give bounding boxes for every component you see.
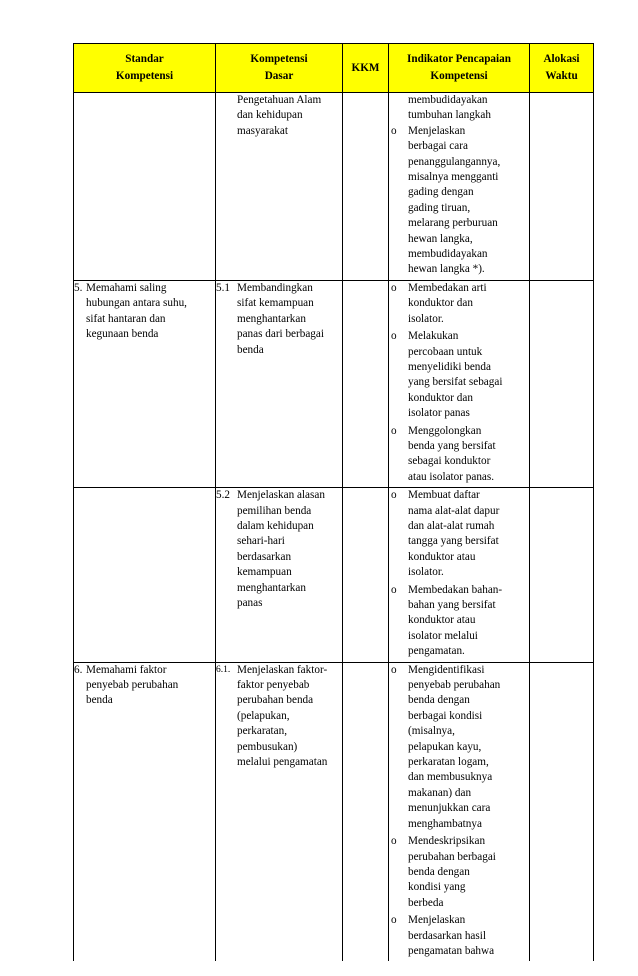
sk-line: Memahami faktor	[86, 663, 167, 676]
sk-text	[86, 281, 215, 343]
indicator-line: isolator melalui	[408, 629, 478, 642]
indicator-line: (misalnya,	[408, 725, 455, 738]
table-row	[74, 280, 594, 487]
sk-number: 6.	[74, 663, 83, 676]
indicator-item	[389, 913, 529, 959]
header-line: Kompetensi	[115, 70, 174, 82]
indicator-line: Menggolongkan	[408, 424, 482, 437]
indicator-line: percobaan untuk	[408, 345, 483, 358]
header-line: Kompetensi	[430, 70, 488, 82]
indicator-line: konduktor dan	[408, 391, 473, 404]
kkm-cell	[343, 662, 389, 961]
alokasi-waktu-cell	[530, 93, 594, 281]
indicator-text	[408, 424, 529, 486]
header-indikator	[389, 44, 530, 93]
kd-number: 5.2	[216, 489, 230, 502]
header-kompetensi-dasar	[216, 44, 343, 93]
kd-line: berdasarkan	[237, 550, 292, 563]
indicator-line: gading dengan	[408, 186, 474, 199]
indicator-line: melarang perburuan	[408, 217, 498, 230]
indicator-line: Menjelaskan	[408, 914, 466, 927]
sk-line: benda	[86, 694, 113, 707]
kkm-cell	[343, 488, 389, 662]
indicator-line: Membuat daftar	[408, 489, 480, 502]
indikator-cell	[389, 488, 530, 662]
indicator-item	[389, 281, 529, 327]
indicator-item	[389, 583, 529, 660]
indicator-item	[389, 488, 529, 580]
standar-kompetensi-cell	[74, 280, 216, 487]
kd-line: dan kehidupan	[237, 109, 303, 122]
indicator-text	[408, 583, 529, 660]
table-row	[74, 93, 594, 281]
kd-line: benda	[237, 343, 264, 356]
table-row	[74, 488, 594, 662]
indicator-text	[408, 488, 529, 580]
header-line: Alokasi	[543, 53, 580, 65]
standar-kompetensi-cell	[74, 488, 216, 662]
bullet-icon: o	[391, 489, 397, 502]
kompetensi-dasar-cell	[216, 488, 343, 662]
kd-number: 6.1.	[216, 664, 231, 675]
indicator-line: konduktor atau	[408, 614, 476, 627]
kd-line: Pengetahuan Alam	[237, 94, 322, 106]
indicator-line: membudidayakan	[408, 248, 488, 261]
indicator-line: konduktor dan	[408, 297, 473, 310]
sk-line: sifat hantaran dan	[86, 312, 166, 325]
kd-line: sehari-hari	[237, 535, 285, 548]
indicator-line: pengamatan bahwa	[408, 944, 495, 957]
indicator-item	[389, 329, 529, 421]
kd-item	[216, 488, 342, 611]
indicator-line: penanggulangannya,	[408, 155, 501, 168]
kd-line: panas dari berbagai	[237, 328, 324, 341]
kkm-cell	[343, 280, 389, 487]
bullet-icon: o	[391, 424, 397, 437]
sk-number: 5.	[74, 281, 83, 294]
indicator-line: kondisi yang	[408, 881, 466, 894]
indikator-cell	[389, 280, 530, 487]
indicator-line: benda dengan	[408, 865, 470, 878]
indicator-line: dan alat-alat rumah	[408, 519, 495, 532]
standar-kompetensi-cell	[74, 662, 216, 961]
kd-line: pembusukan)	[237, 740, 298, 753]
indicator-item	[389, 663, 529, 832]
header-line: KKM	[351, 61, 380, 74]
bullet-icon: o	[391, 663, 397, 676]
header-line: Dasar	[264, 70, 294, 82]
indicator-line: sebagai konduktor	[408, 455, 491, 468]
kd-item	[216, 281, 342, 358]
indicator-line: gading tiruan,	[408, 201, 471, 214]
kd-line: perubahan benda	[237, 694, 314, 707]
bullet-icon: o	[391, 835, 397, 848]
indicator-line: penyebab perubahan	[408, 679, 501, 692]
kd-line: perkaratan,	[237, 725, 287, 738]
indicator-text	[408, 834, 529, 911]
sk-line: Memahami saling	[86, 281, 167, 294]
indicator-item	[389, 424, 529, 486]
indicator-text	[408, 329, 529, 421]
indicator-line: menghambatnya	[408, 817, 482, 830]
indicator-line: membudidayakan	[408, 94, 488, 106]
standar-kompetensi-cell	[74, 93, 216, 281]
indicator-line: pengamatan.	[408, 645, 465, 658]
alokasi-waktu-cell	[530, 662, 594, 961]
alokasi-waktu-cell	[530, 280, 594, 487]
kompetensi-dasar-cell	[216, 280, 343, 487]
indicator-line: perkaratan logam,	[408, 756, 489, 769]
indicator-line: benda yang bersifat	[408, 439, 496, 452]
indicator-text	[408, 281, 529, 327]
indicator-line: dan membusuknya	[408, 771, 493, 784]
header-line: Kompetensi	[250, 53, 308, 65]
indicator-line: Menjelaskan	[408, 124, 466, 137]
indicator-line: Melakukan	[408, 330, 459, 343]
indicator-line: pelapukan kayu,	[408, 740, 482, 753]
indicator-line: menyelidiki benda	[408, 360, 491, 373]
indicator-text	[408, 124, 529, 278]
kd-line: masyarakat	[237, 124, 288, 137]
sk-item	[74, 281, 215, 343]
indicator-item	[389, 124, 529, 278]
header-alokasi-waktu	[530, 44, 594, 93]
indicator-line: tumbuhan langkah	[408, 109, 491, 122]
sk-item	[74, 663, 215, 709]
kd-item	[216, 663, 342, 771]
indicator-line: tangga yang bersifat	[408, 535, 499, 548]
indicator-line: atau isolator panas.	[408, 470, 495, 483]
indikator-cell	[389, 662, 530, 961]
indicator-line: berdasarkan hasil	[408, 929, 486, 942]
alokasi-waktu-cell	[530, 488, 594, 662]
indicator-line: isolator.	[408, 566, 444, 579]
kd-continued-text	[216, 93, 342, 139]
indicator-line: perubahan berbagai	[408, 850, 496, 863]
kd-line: menghantarkan	[237, 581, 306, 594]
header-kkm	[343, 44, 389, 93]
kompetensi-dasar-cell	[216, 662, 343, 961]
kd-line: pemilihan benda	[237, 504, 312, 517]
indicator-text	[408, 663, 529, 832]
bullet-icon: o	[391, 330, 397, 343]
indicator-line: hewan langka *).	[408, 263, 485, 276]
kd-line: faktor penyebab	[237, 679, 310, 692]
bullet-icon: o	[391, 914, 397, 927]
kd-line: Menjelaskan faktor-	[237, 663, 328, 676]
indicator-line: isolator panas	[408, 407, 470, 420]
kd-line: Membandingkan	[237, 281, 313, 294]
table-body	[74, 93, 594, 962]
sk-line: penyebab perubahan	[86, 679, 179, 692]
indicator-continued-text	[389, 93, 529, 124]
indicator-line: hewan langka,	[408, 232, 473, 245]
sk-text	[86, 663, 215, 709]
indicator-text	[408, 913, 529, 959]
kd-line: sifat kemampuan	[237, 297, 314, 310]
indicator-line: Mendeskripsikan	[408, 835, 486, 848]
kd-line: dalam kehidupan	[237, 519, 314, 532]
indicator-line: Mengidentifikasi	[408, 663, 485, 676]
indicator-line: Membedakan arti	[408, 281, 487, 294]
kd-number: 5.1	[216, 281, 230, 294]
indicator-line: menunjukkan cara	[408, 802, 491, 815]
indicator-line: yang bersifat sebagai	[408, 376, 503, 389]
bullet-icon: o	[391, 281, 397, 294]
kd-line: kemampuan	[237, 566, 292, 579]
indicator-line: makanan) dan	[408, 786, 472, 799]
kd-line: panas	[237, 597, 263, 609]
kd-line: melalui pengamatan	[237, 756, 328, 769]
kd-line: menghantarkan	[237, 312, 306, 325]
bullet-icon: o	[391, 583, 397, 596]
kd-text	[237, 663, 342, 771]
indicator-line: benda dengan	[408, 694, 470, 707]
table-header	[74, 44, 594, 93]
sk-line: kegunaan benda	[86, 328, 159, 341]
indicator-line: konduktor atau	[408, 550, 476, 563]
kkm-cell	[343, 93, 389, 281]
indikator-cell	[389, 93, 530, 281]
indicator-line: berbagai kondisi	[408, 709, 483, 722]
kd-line: (pelapukan,	[237, 709, 290, 722]
bullet-icon: o	[391, 124, 397, 137]
indicator-item	[389, 834, 529, 911]
table-row	[74, 662, 594, 961]
kompetensi-dasar-cell	[216, 93, 343, 281]
indicator-line: isolator.	[408, 312, 444, 325]
kd-text	[237, 281, 342, 358]
kd-line: Menjelaskan alasan	[237, 489, 325, 502]
header-standar-kompetensi	[74, 44, 216, 93]
header-line: Indikator Pencapaian	[407, 53, 511, 65]
indicator-line: misalnya mengganti	[408, 171, 499, 184]
header-line: Standar	[125, 53, 164, 65]
kd-text	[237, 488, 342, 611]
indicator-line: berbagai cara	[408, 140, 468, 153]
sk-line: hubungan antara suhu,	[86, 297, 187, 310]
indicator-line: berbeda	[408, 896, 444, 909]
indicator-line: bahan yang bersifat	[408, 599, 496, 611]
competency-table	[73, 43, 594, 961]
indicator-line: Membedakan bahan-	[408, 583, 503, 596]
indicator-line: nama alat-alat dapur	[408, 504, 500, 517]
header-line: Waktu	[545, 70, 578, 82]
